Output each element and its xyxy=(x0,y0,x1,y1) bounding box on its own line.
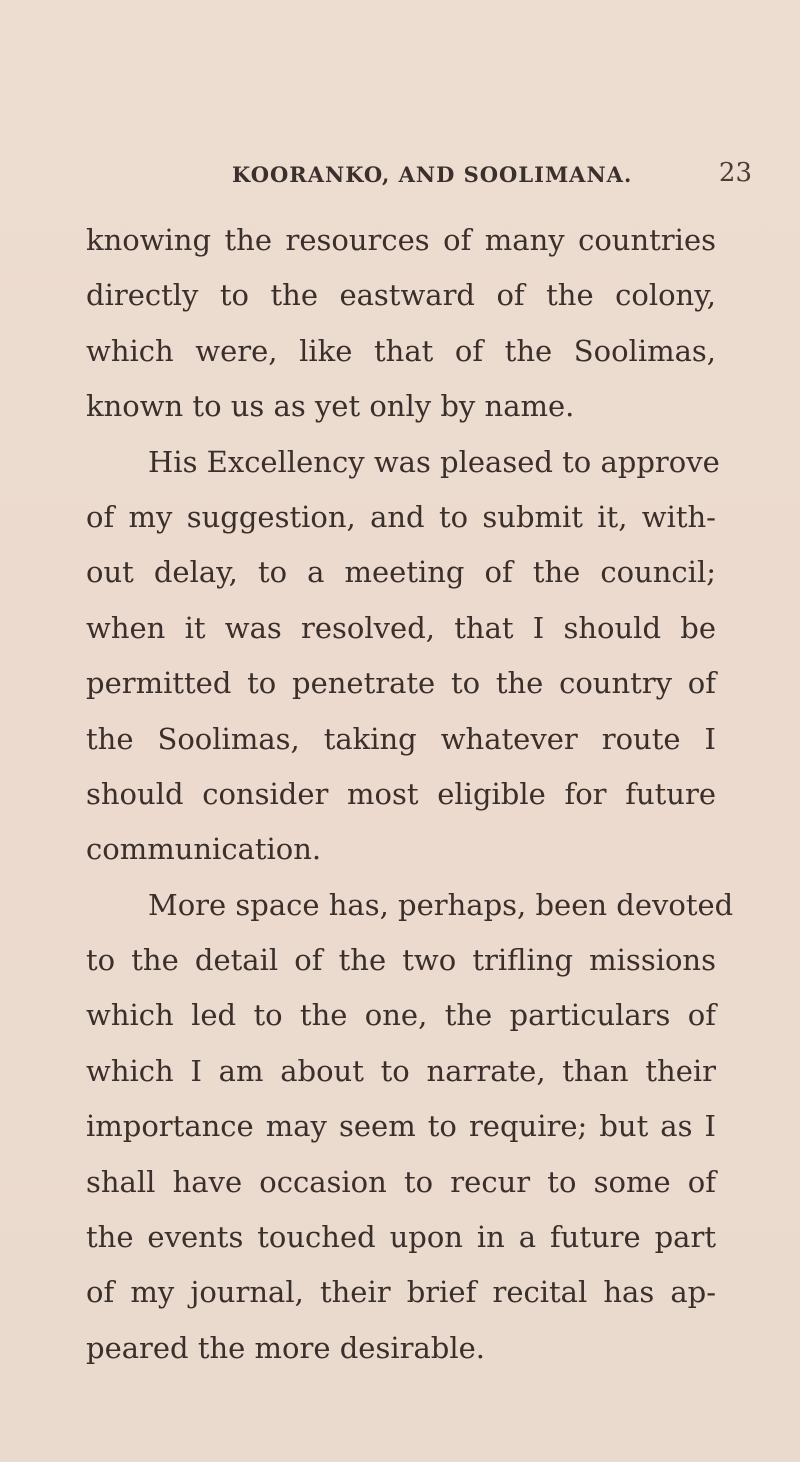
text-line: the events touched upon in a future part xyxy=(86,1220,716,1255)
text-line: known to us as yet only by name. xyxy=(86,389,575,424)
text-line: of my suggestion, and to submit it, with- xyxy=(86,499,716,534)
text-line: knowing the resources of many countries xyxy=(86,223,716,257)
text-line: of my journal, their brief recital has ap- xyxy=(86,1275,716,1310)
text-line: directly to the eastward of the colony, xyxy=(86,278,716,313)
text-line-paragraph-start: His Excellency was pleased to approve xyxy=(148,444,720,479)
text-line: permitted to penetrate to the country of xyxy=(86,666,716,701)
text-line: the Soolimas, taking whatever route I xyxy=(86,721,716,756)
text-line: should consider most eligible for future xyxy=(86,776,716,811)
text-line: which were, like that of the Soolimas, xyxy=(86,333,716,368)
text-line: which I am about to narrate, than their xyxy=(86,1053,716,1088)
text-line: to the detail of the two trifling missions xyxy=(86,943,716,978)
body-text xyxy=(86,213,734,1376)
running-head xyxy=(232,158,752,192)
text-line: importance may seem to require; but as I xyxy=(86,1109,716,1144)
text-line: when it was resolved, that I should be xyxy=(86,610,716,645)
running-title: KOORANKO, AND SOOLIMANA. xyxy=(232,162,633,187)
text-line: out delay, to a meeting of the council; xyxy=(86,555,716,590)
text-line: which led to the one, the particulars of xyxy=(86,998,716,1033)
text-line: shall have occasion to recur to some of xyxy=(86,1164,716,1199)
text-line: communication. xyxy=(86,832,322,867)
page-number: 23 xyxy=(718,158,752,188)
text-line-paragraph-start: More space has, perhaps, been devoted xyxy=(148,887,734,922)
text-line: peared the more desirable. xyxy=(86,1330,485,1365)
